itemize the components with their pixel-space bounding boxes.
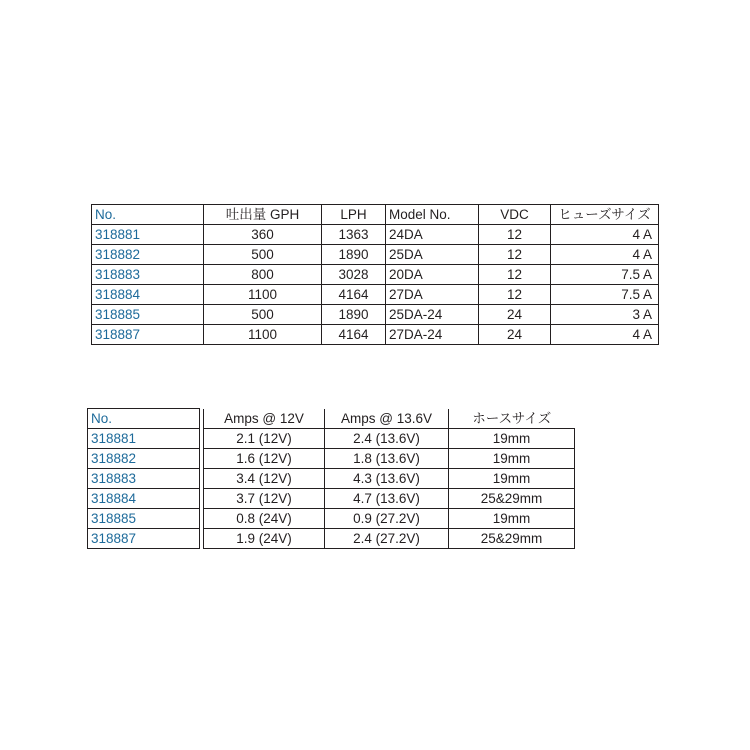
lph-value: 4164 (322, 285, 386, 305)
amps-hose-table (87, 408, 575, 549)
gph-value: 500 (204, 305, 322, 325)
hose-size-value: 19mm (449, 429, 575, 449)
model-no: 24DA (386, 225, 479, 245)
vdc-value: 12 (479, 285, 551, 305)
header-model: Model No. (386, 205, 479, 225)
fuse-value: 4 A (551, 325, 659, 345)
vdc-value: 12 (479, 265, 551, 285)
lph-value: 4164 (322, 325, 386, 345)
model-no: 20DA (386, 265, 479, 285)
gph-value: 1100 (204, 325, 322, 345)
header-amps-13-6v: Amps @ 13.6V (325, 409, 449, 429)
product-no: 318887 (92, 325, 204, 345)
vdc-value: 12 (479, 245, 551, 265)
table-header-row (88, 409, 575, 429)
gph-value: 360 (204, 225, 322, 245)
table-header-row (92, 205, 659, 225)
model-no: 27DA-24 (386, 325, 479, 345)
table-row (92, 265, 659, 285)
header-lph: LPH (322, 205, 386, 225)
header-vdc: VDC (479, 205, 551, 225)
amps-12v-value: 3.7 (12V) (204, 489, 325, 509)
fuse-value: 3 A (551, 305, 659, 325)
product-no: 318884 (88, 489, 200, 509)
table-row (88, 529, 575, 549)
fuse-value: 7.5 A (551, 265, 659, 285)
product-no: 318881 (92, 225, 204, 245)
header-no: No. (88, 409, 200, 429)
table-row (88, 469, 575, 489)
table-row (88, 509, 575, 529)
product-no: 318884 (92, 285, 204, 305)
header-no: No. (92, 205, 204, 225)
product-no: 318883 (88, 469, 200, 489)
lph-value: 1890 (322, 305, 386, 325)
lph-value: 1890 (322, 245, 386, 265)
pump-spec-table (91, 204, 659, 345)
vdc-value: 24 (479, 325, 551, 345)
product-no: 318881 (88, 429, 200, 449)
table-row (92, 305, 659, 325)
gph-value: 500 (204, 245, 322, 265)
amps-12v-value: 2.1 (12V) (204, 429, 325, 449)
table-row (92, 285, 659, 305)
table-row (88, 449, 575, 469)
product-no: 318882 (88, 449, 200, 469)
table-row (92, 225, 659, 245)
table-row (92, 245, 659, 265)
table-row (88, 429, 575, 449)
amps-13-6v-value: 1.8 (13.6V) (325, 449, 449, 469)
gph-value: 1100 (204, 285, 322, 305)
product-no: 318882 (92, 245, 204, 265)
header-hose-size: ホースサイズ (449, 409, 575, 429)
amps-13-6v-value: 0.9 (27.2V) (325, 509, 449, 529)
fuse-value: 4 A (551, 225, 659, 245)
hose-size-value: 19mm (449, 449, 575, 469)
model-no: 25DA (386, 245, 479, 265)
model-no: 25DA-24 (386, 305, 479, 325)
vdc-value: 24 (479, 305, 551, 325)
product-no: 318885 (88, 509, 200, 529)
model-no: 27DA (386, 285, 479, 305)
vdc-value: 12 (479, 225, 551, 245)
amps-13-6v-value: 4.7 (13.6V) (325, 489, 449, 509)
gph-value: 800 (204, 265, 322, 285)
amps-13-6v-value: 2.4 (13.6V) (325, 429, 449, 449)
amps-13-6v-value: 2.4 (27.2V) (325, 529, 449, 549)
table-row (88, 489, 575, 509)
lph-value: 3028 (322, 265, 386, 285)
hose-size-value: 19mm (449, 469, 575, 489)
lph-value: 1363 (322, 225, 386, 245)
header-fuse: ヒューズサイズ (551, 205, 659, 225)
table-row (92, 325, 659, 345)
product-no: 318887 (88, 529, 200, 549)
amps-12v-value: 1.6 (12V) (204, 449, 325, 469)
fuse-value: 7.5 A (551, 285, 659, 305)
product-no: 318885 (92, 305, 204, 325)
header-gph: 吐出量 GPH (204, 205, 322, 225)
amps-12v-value: 0.8 (24V) (204, 509, 325, 529)
hose-size-value: 25&29mm (449, 489, 575, 509)
amps-12v-value: 3.4 (12V) (204, 469, 325, 489)
amps-13-6v-value: 4.3 (13.6V) (325, 469, 449, 489)
hose-size-value: 25&29mm (449, 529, 575, 549)
product-no: 318883 (92, 265, 204, 285)
header-amps-12v: Amps @ 12V (204, 409, 325, 429)
hose-size-value: 19mm (449, 509, 575, 529)
amps-12v-value: 1.9 (24V) (204, 529, 325, 549)
fuse-value: 4 A (551, 245, 659, 265)
